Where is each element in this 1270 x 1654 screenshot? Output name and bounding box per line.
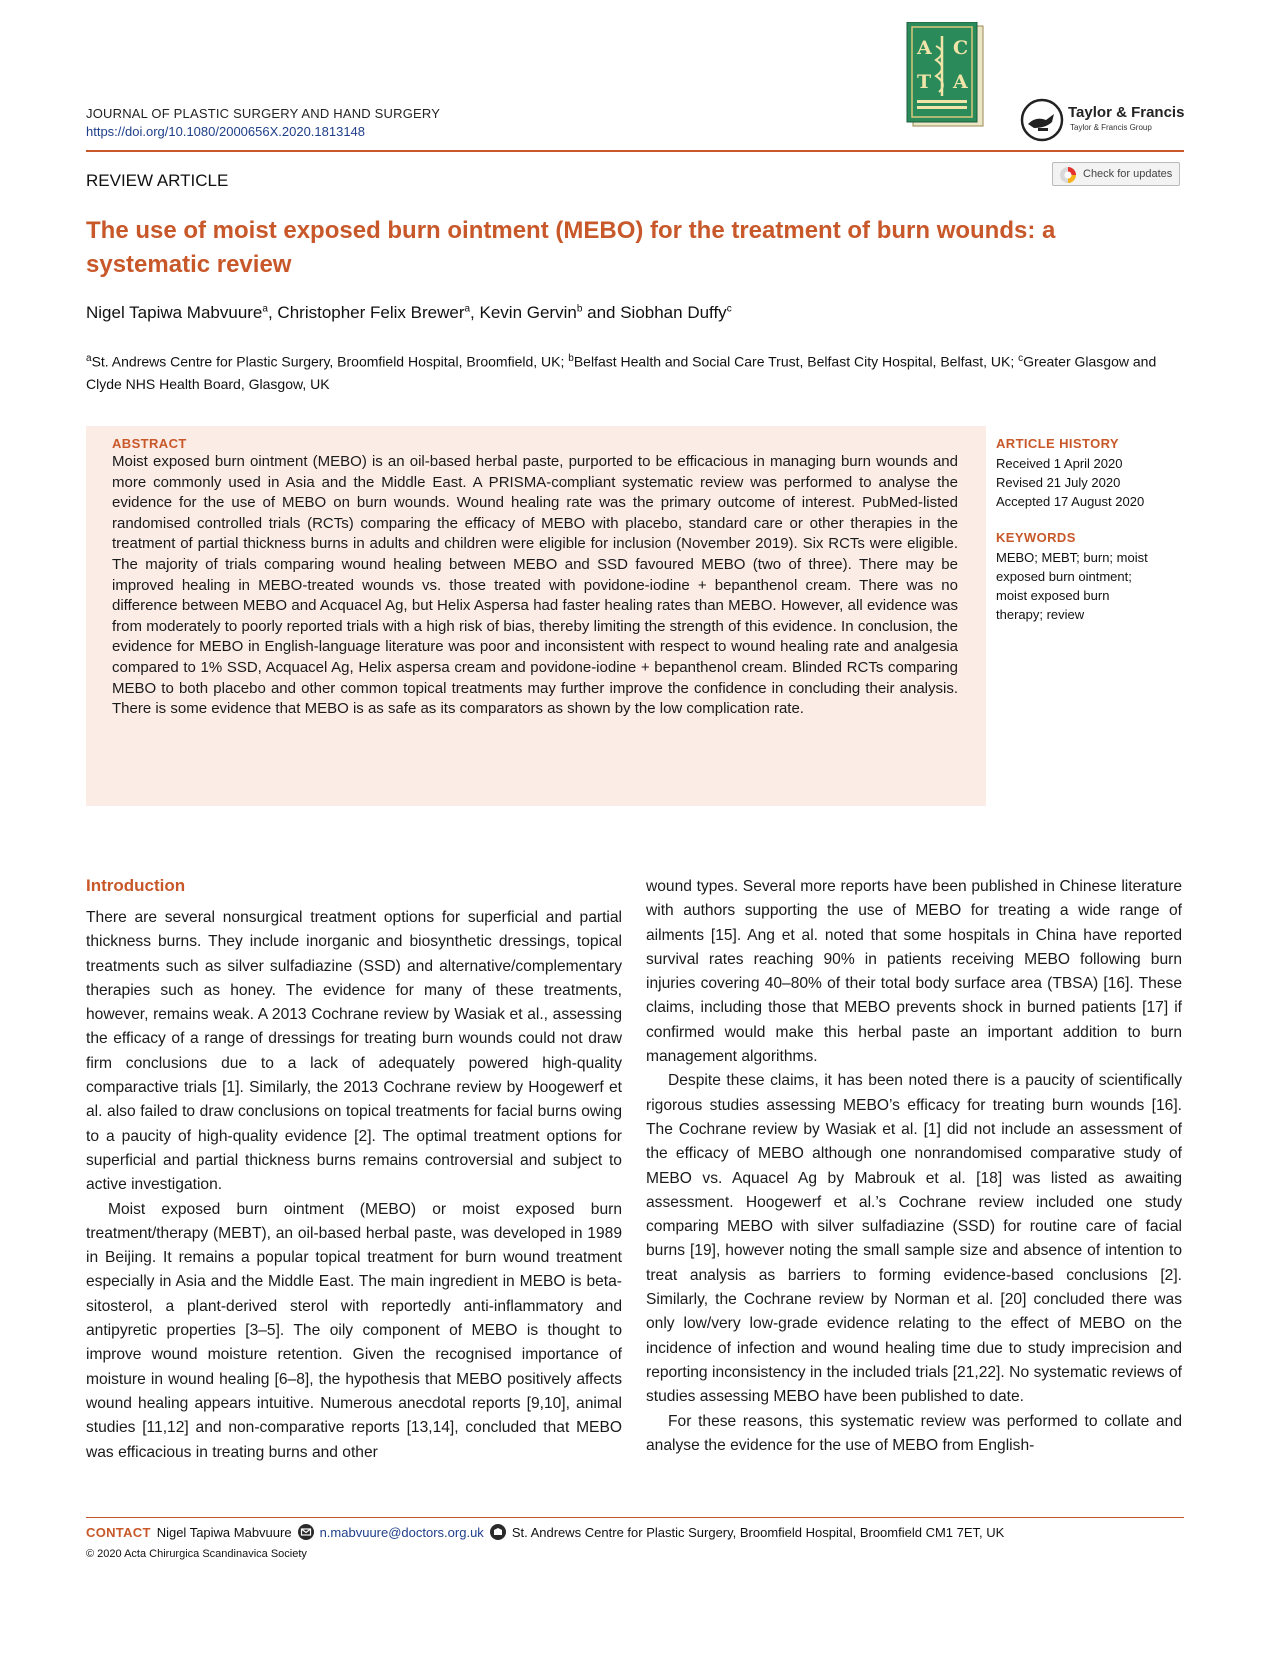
article-history-heading: ARTICLE HISTORY	[996, 436, 1120, 451]
keywords-line: therapy; review	[996, 607, 1085, 622]
footer-rule	[86, 1517, 1184, 1518]
body-paragraph: wound types. Several more reports have been published in Chinese literature with authors supporting the use of MEBO for treating a wide range of ailments [15]. Ang et al. noted that some hospitals in China have reported survival rates reaching 90% in patients receiving MEBO following burn injuries covering 40–80% of their total body surface area (TBSA) [16]. These claims, including those that MEBO prevents shock in burned patients [17] if confirmed would make this herbal paste an important addition to burn management algorithms.	[646, 878, 1182, 1066]
history-received: Received 1 April 2020	[996, 456, 1123, 471]
svg-text:A: A	[917, 37, 932, 59]
body-paragraph: For these reasons, this systematic review was performed to collate and analyse the evidence for the use of MEBO from English-	[646, 1412, 1182, 1454]
email-icon	[298, 1524, 314, 1540]
affiliations	[86, 348, 1186, 395]
abstract-heading: ABSTRACT	[112, 436, 187, 451]
author-affiliation-mark: a	[464, 303, 471, 315]
contact-label: CONTACT	[86, 1524, 151, 1540]
check-for-updates-button[interactable]	[1052, 162, 1180, 186]
body-paragraph: There are several nonsurgical treatment options for superficial and partial thickness burns. They include inorganic and biosynthetic dressings, topical treatments such as silver sulfadiazine (SSD) and alternative/complementary therapies such as honey. The evidence for many of these treatments, however, remains weak. A 2013 Cochrane review by Wasiak et al., assessing the efficacy of a range of dressings for treating burn wounds could not draw firm conclusions due to a lack of adequately powered high-quality comparactive trials [1]. Similarly, the 2013 Cochrane review by Hoogewerf et al. also failed to draw conclusions on topical treatments for facial burns owing to a paucity of high-quality evidence [2]. The optimal treatment options for superficial and partial thickness burns remains controversial and subject to active investigation.	[86, 909, 622, 1194]
svg-text:C: C	[953, 37, 969, 59]
svg-text:T: T	[917, 71, 932, 93]
author-name: Siobhan Duffy	[620, 303, 727, 322]
contact-line	[86, 1524, 1004, 1540]
article-history-list	[996, 454, 1144, 511]
article-type: REVIEW ARTICLE	[86, 171, 229, 190]
author-affiliation-mark: b	[576, 303, 583, 315]
affiliation-mark: c	[1018, 353, 1024, 364]
author-name: Nigel Tapiwa Mabvuure	[86, 303, 263, 322]
copyright: © 2020 Acta Chirurgica Scandinavica Society	[86, 1548, 307, 1560]
author-affiliation-mark: a	[262, 303, 268, 315]
body-paragraph: Despite these claims, it has been noted there is a paucity of scientifically rigorous studies assessing MEBO’s efficacy for treating burn wounds [16]. The Cochrane review by Wasiak et al. [1] did not include an assessment of the efficacy of MEBO although one nonrandomised comparative study of MEBO vs. Aquacel Ag by Mabrouk et al. [18] was listed as awaiting assessment. Hoogewerf et al.’s Cochrane review included one study comparing MEBO with silver sulfadiazine (SSD) for routine care of facial burns [19], however noting the small sample size and absence of intention to treat analysis as barriers to forming evidence-based conclusions [2]. Similarly, the Cochrane review by Norman et al. [20] concluded there was only low/very low-grade evidence relating to the effect of MEBO on the incidence of infection and wound healing time due to study imprecision and reporting inconsistency in the included trials [21,22]. No systematic reviews of studies assessing MEBO have been published to date.	[646, 1072, 1182, 1406]
keywords-line: moist exposed burn	[996, 588, 1110, 603]
author-separator: and	[582, 303, 621, 322]
keywords-heading: KEYWORDS	[996, 530, 1076, 545]
abstract-text: Moist exposed burn ointment (MEBO) is an oil-based herbal paste, purported to be efficacious in managing burn wounds and more commonly used in Asia and the Middle East. A PRISMA-compliant systematic review was performed to analyse the evidence for the use of MEBO on burn wounds. Wound healing rate was the primary outcome of interest. PubMed-listed randomised controlled trials (RCTs) comparing the efficacy of MEBO with placebo, standard care or other therapies in the treatment of partial thickness burns in adults and children were eligible for inclusion (November 2019). Six RCTs were eligible. The majority of trials comparing wound healing between MEBO and SSD favoured MEBO (two of three). There may be improved healing in MEBO-treated wounds vs. those treated with povidone-iodine + bepanthenol cream. There was no difference between MEBO and Acquacel Ag, but Helix Aspersa had faster healing rates than MEBO. However, all evidence was from moderately to poorly reported trials with a high risk of bias, thereby limiting the strength of this evidence. In conclusion, the evidence for MEBO in English-language literature was poor and inconsistent with respect to wound healing rate and analgesia compared to 1% SSD, Acquacel Ag, Helix aspersa cream and povidone-iodine + bepanthenol cream. Blinded RCTs comparing MEBO to both placebo and other common topical treatments may further improve the confidence in concluding their analysis. There is some evidence that MEBO is as safe as its comparators as shown by the low complication rate.	[112, 453, 958, 718]
body-column-left	[86, 906, 622, 1465]
acta-chirurgica-logo	[903, 22, 989, 134]
affiliation-text: Greater Glasgow and Clyde NHS Health Board, Glasgow, UK	[86, 353, 1157, 392]
taylor-francis-lamp-icon	[1020, 98, 1064, 142]
taylor-francis-logo	[1020, 98, 1188, 142]
publisher-name: Taylor & Francis	[1068, 104, 1185, 121]
keywords-list	[996, 548, 1148, 624]
affiliation-mark: a	[86, 353, 92, 364]
author-affiliation-mark: c	[726, 303, 732, 315]
svg-text:A: A	[953, 71, 968, 93]
author-list	[86, 303, 732, 323]
address-icon	[490, 1524, 506, 1540]
affiliation-mark: b	[568, 353, 574, 364]
author-name: Kevin Gervin	[479, 303, 577, 322]
article-title: The use of moist exposed burn ointment (MEBO) for the treatment of burn wounds: a systematic review	[86, 217, 1056, 278]
introduction-heading: Introduction	[86, 876, 186, 895]
keywords-line: exposed burn ointment;	[996, 569, 1132, 584]
journal-name: JOURNAL OF PLASTIC SURGERY AND HAND SURGERY	[86, 106, 441, 121]
author-name: Christopher Felix Brewer	[277, 303, 465, 322]
publisher-group: Taylor & Francis Group	[1070, 123, 1152, 132]
check-updates-label: Check for updates	[1083, 168, 1173, 180]
doi-link[interactable]: https://doi.org/10.1080/2000656X.2020.1813148	[86, 124, 366, 139]
history-accepted: Accepted 17 August 2020	[996, 494, 1145, 509]
contact-email-link[interactable]: n.mabvuure@doctors.org.uk	[319, 1524, 484, 1540]
contact-address: St. Andrews Centre for Plastic Surgery, Broomfield Hospital, Broomfield CM1 7ET, UK	[511, 1524, 1005, 1540]
body-column-right	[646, 875, 1182, 1458]
contact-name: Nigel Tapiwa Mabvuure	[156, 1524, 292, 1540]
history-revised: Revised 21 July 2020	[996, 475, 1121, 490]
check-updates-icon	[1059, 166, 1077, 184]
header-rule	[86, 150, 1184, 152]
affiliation-text: St. Andrews Centre for Plastic Surgery, Broomfield Hospital, Broomfield, UK;	[91, 353, 569, 370]
affiliation-text: Belfast Health and Social Care Trust, Belfast City Hospital, Belfast, UK;	[573, 353, 1019, 370]
keywords-line: MEBO; MEBT; burn; moist	[996, 550, 1148, 565]
body-paragraph: Moist exposed burn ointment (MEBO) or moist exposed burn treatment/therapy (MEBT), an oil-based herbal paste, was developed in 1989 in Beijing. It remains a popular topical treatment for burn wound treatment especially in Asia and the Middle East. The main ingredient in MEBO is beta-sitosterol, a plant-derived sterol with reportedly anti-inflammatory and antipyretic properties [3–5]. The oily component of MEBO is thought to improve wound moisture retention. Given the recognised importance of moisture in wound healing [6–8], the hypothesis that MEBO positively affects wound healing appears intuitive. Numerous anecdotal reports [9,10], animal studies [11,12] and non-comparative reports [13,14], concluded that MEBO was efficacious in treating burns and other	[86, 1200, 622, 1461]
author-separator: ,	[470, 303, 480, 322]
author-separator: ,	[267, 303, 278, 322]
